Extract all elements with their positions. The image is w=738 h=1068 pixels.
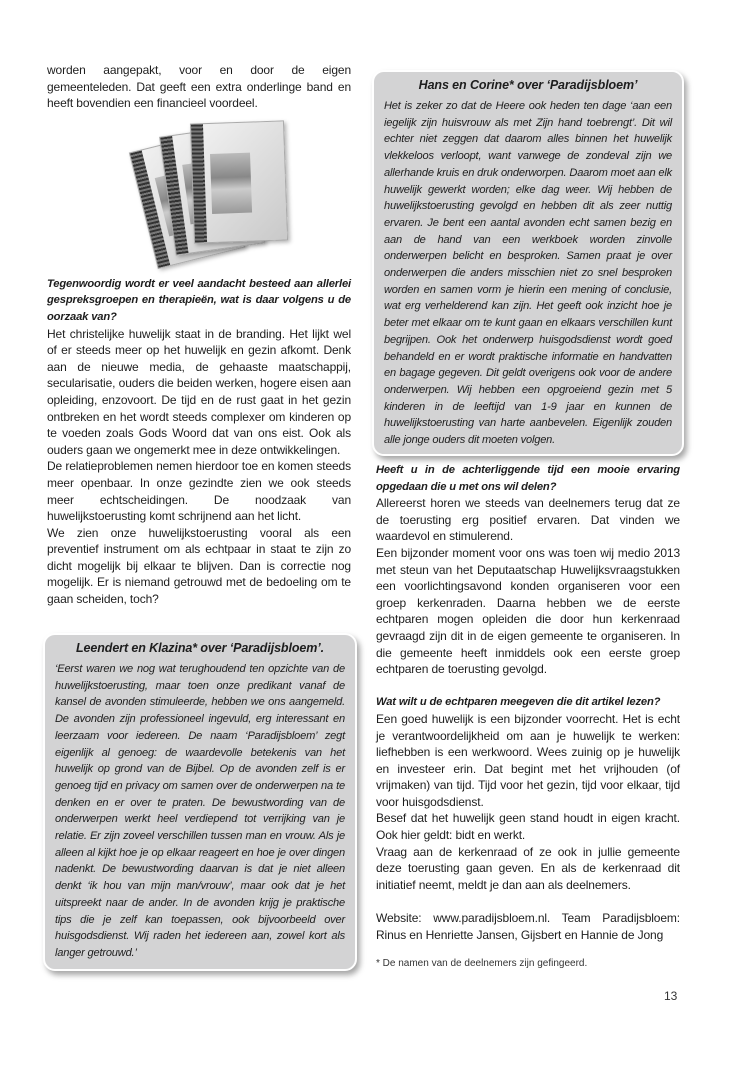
answer-paragraph: Een bijzonder moment voor ons was toen wij medio 2013 met steun van het Deputaatschap Huwelijksvraagstukken een voorlichtingsavond konden organiseren voor een groep kerkenraden. Daarna hebben we de eerste echtparen mogen opleiden die door hun kerkenraad gevraagd zijn dit in de eigen gemeente te organiseren. In die gemeente heeft inmiddels ook een eerste groep echtparen de toerusting gevolgd. [376,545,680,677]
book-image [190,120,288,243]
right-column [376,462,680,943]
answer-paragraph: Besef dat het huwelijk geen stand houdt in eigen kracht. Ook hier geldt: bidt en werkt. [376,811,680,843]
testimonial-title: Hans en Corine* over ‘Paradijsbloem’ [418,78,638,92]
testimonial-box-leendert-klazina [43,633,357,971]
question-heading: Wat wilt u de echtparen meegeven die dit artikel lezen? [376,696,661,709]
testimonial-box-hans-corine [372,70,684,456]
answer-paragraph: De relatieproblemen nemen hierdoor toe en komen steeds meer openbaar. In onze gezindte zien we ook steeds meer echtscheidingen. De noodzaak van huwelijkstoerusting komt schrijnend aan het licht. [47,459,351,524]
answer-paragraph: Een goed huwelijk is een bijzonder voorrecht. Het is echt je verantwoordelijkheid om aan je huwelijk te werken: liefhebben is een werkwoord. Wees zuinig op je huwelijk en investeer erin. Dat begint met het vrijhouden (of vrijmaken) van tijd. Tijd voor het gezin, tijd voor elkaar, tijd voor huisgodsdienst. [376,711,680,809]
testimonial-text: Het is zeker zo dat de Heere ook heden ten dage ‘aan een iegelijk zijn huisvrouw als met Zijn hand toebrengt’. Dit wil echter niet zeggen dat daarom alles binnen het huwelijk vlekkeloos verloopt, want vanwege de zondeval zijn we allerhande kruis en druk onderworpen. Daarom moet aan elk huwelijk gewerkt worden; elke dag weer. Wij hebben de huwelijkstoerusting gevolgd en hebben dit als zeer nuttig ervaren. Je bent een aantal avonden echt samen bezig en aan de hand van een werkboek worden zinvolle onderwerpen belicht en besproken. Samen praat je over onderwerpen die anders misschien niet zo snel besproken worden en samen vorm je hierin een mening of conclusie, wat erg verhelderend kan zijn. Het geeft ook inzicht hoe je beter met elkaar om te kunt gaan en elkaars verschillen kunt begrijpen. Ook het onderwerp huisgodsdienst wordt goed behandeld en er wordt praktische informatie en handvatten en bagage gegeven. Dit geldt overigens ook voor de andere onderwerpen. Wij hebben een opgroeiend gezin met 5 kinderen in de leeftijd van 1-9 jaar en kunnen de huwelijkstoerusting van harte aanbevelen. Eigenlijk zouden alle jonge ouders dit moeten volgen. [384,100,672,447]
testimonial-text: ‘Eerst waren we nog wat terughoudend ten opzichte van de huwelijkstoerusting, maar toen onze predikant vanaf de kansel de avonden stimuleerde, hebben we ons aangemeld. De avonden zijn professioneel ingevuld, erg interessant en leerzaam voor iedereen. De naam ‘Paradijsbloem’ zegt eigenlijk al genoeg: de waardevolle betekenis van het huwelijk op grond van de Bijbel. Op de avonden zelf is er genoeg tijd en privacy om samen over de onderwerpen na te denken en er over te praten. De bewustwording van de onderwerpen werkt heel verdiepend tot verrijking van je relatie. Er zijn zoveel verschillen tussen man en vrouw. Als je alleen al kijkt hoe je op elkaar reageert en hoe je over dingen nadenkt. De bewustwording daarvan is dat je niet alleen denkt ‘ik hou van mijn man/vrouw’, maar ook dat je het uitspreekt naar de ander. In de avonden krijg je praktische tips die je zelf kan toepassen, ook bijvoorbeeld over huisgodsdienst. Wij raden het iedereen aan, zowel kort als langer getrouwd.’ [55,663,345,959]
footnote: * De namen van de deelnemers zijn gefingeerd. [376,958,588,969]
answer-paragraph: We zien onze huwelijkstoerusting vooral als een preventief instrument om als echtpaar in staat te zijn zo dicht mogelijk bij elkaar te blijven. Dan is correctie nog mogelijk. Er is niemand getrouwd met de bedoeling om te gaan scheiden, toch? [47,525,351,607]
website-credits: Website: www.paradijsbloem.nl. Team Paradijsbloem: Rinus en Henriette Jansen, Gijsbert en Hannie de Jong [376,911,680,942]
intro-paragraph: worden aangepakt, voor en door de eigen gemeenteleden. Dat geeft een extra onderlinge band en heeft bovendien een financieel voordeel. [47,63,351,111]
question-heading: Heeft u in de achterliggende tijd een mooie ervaring opgedaan die u met ons wil delen? [376,464,680,493]
answer-paragraph: Allereerst horen we steeds van deelnemers terug dat ze de toerusting erg positief ervaren. Dat vinden we waardevol en stimulerend. [376,496,680,544]
answer-paragraph: Het christelijke huwelijk staat in de branding. Het lijkt wel of er steeds meer op het huwelijk en gezin afkomt. Denk aan de nieuwe media, de gehaaste maatschappij, secularisatie, ouders die beiden werken, hogere eisen aan opleiding, enzovoort. De tijd en de rust gaat in het gezin ontbreken en het wordt steeds complexer om kinderen op te voeden zoals Gods Woord dat van ons eist. Ook als ouders gaan we ongemerkt mee in deze ontwikkelingen. [47,326,351,457]
workbooks-photo [47,118,351,268]
left-column [47,62,351,608]
answer-paragraph: Vraag aan de kerkenraad of ze ook in jullie gemeente deze toerusting gaan geven. En als de kerkenraad dit initiatief neemt, meldt je dan aan als deelnemers. [376,844,680,892]
testimonial-title: Leendert en Klazina* over ‘Paradijsbloem’. [76,641,324,655]
page-number: 13 [664,989,678,1003]
question-heading: Tegenwoordig wordt er veel aandacht besteed aan allerlei gespreksgroepen en therapieën, wat is daar volgens u de oorzaak van? [47,277,351,323]
